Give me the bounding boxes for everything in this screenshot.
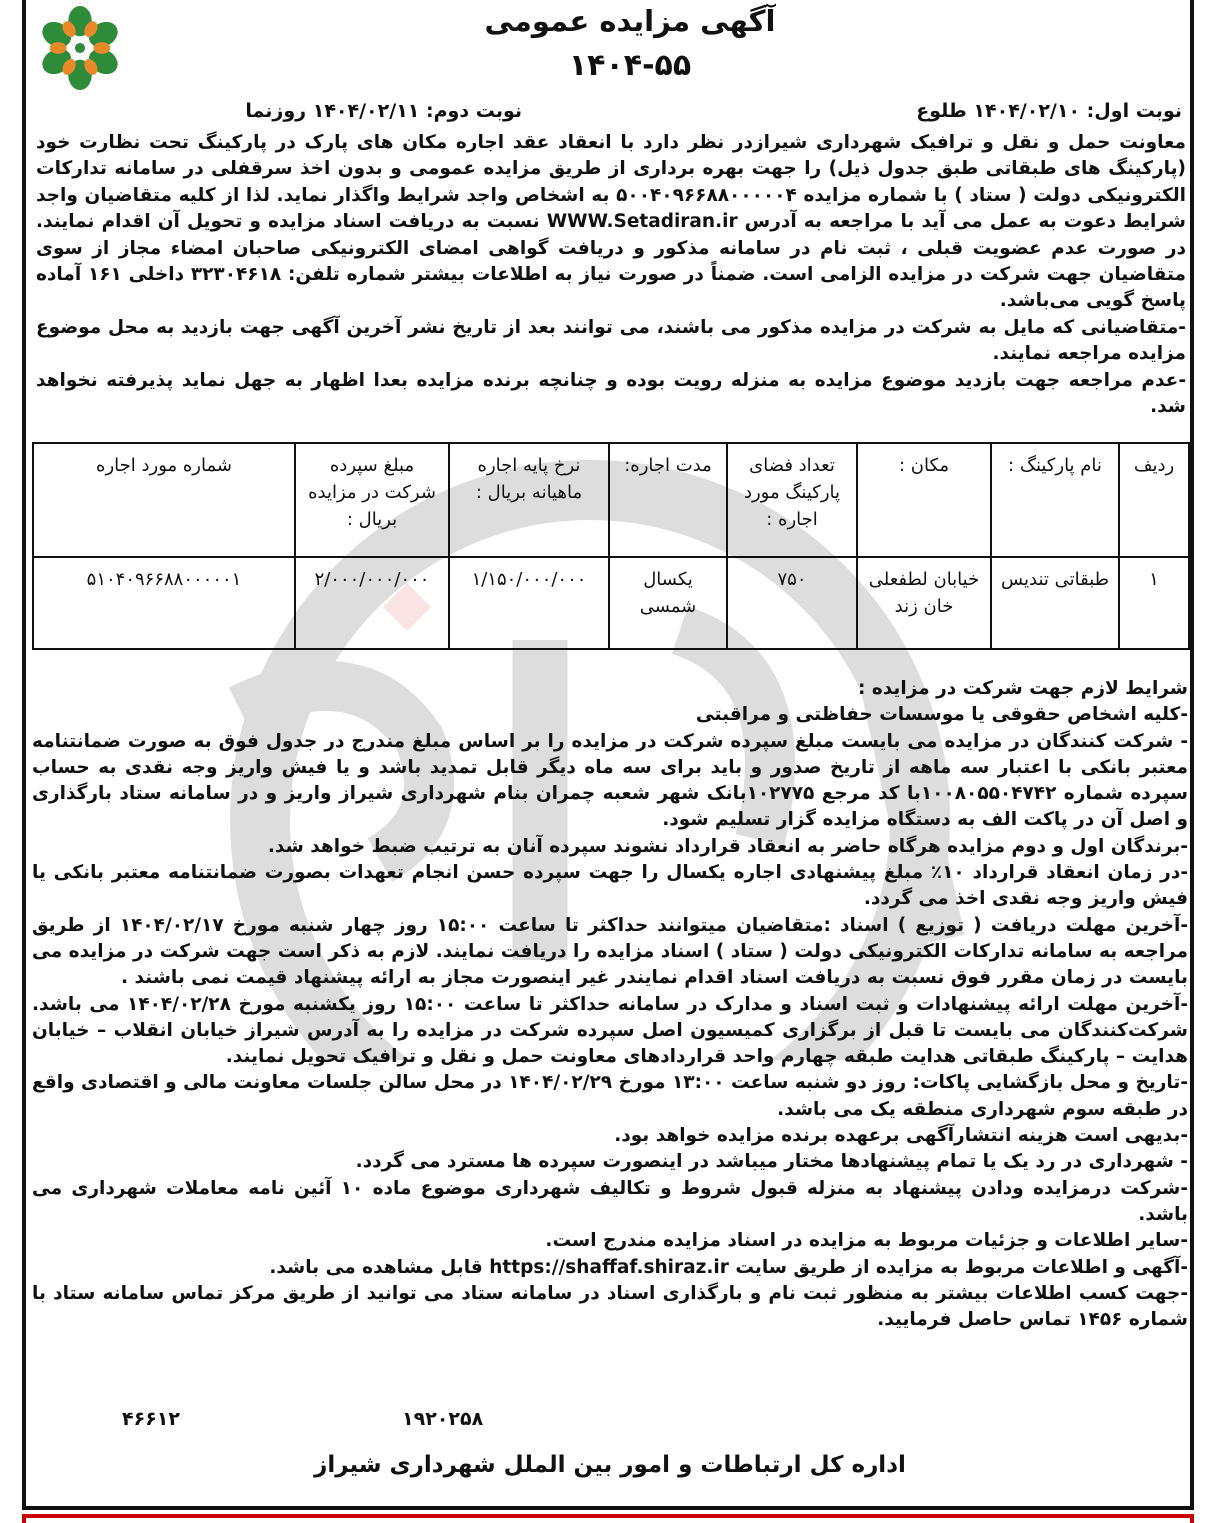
intro-paragraph: -متقاضیانی که مایل به شرکت در مزایده مذکور می باشند، می توانند بعد از تاریخ نشر آخرین آگهی جهت بازدید به محل موضوع مزایده مراجعه نمایند. — [36, 316, 1186, 365]
cell-row-number: ۱ — [1119, 557, 1189, 649]
conditions-text — [32, 676, 1188, 1333]
col-row-number: ردیف — [1119, 443, 1189, 557]
condition-item: -تاریخ و محل بازگشایی پاکات: روز دو شنبه ساعت ۱۳:۰۰ مورخ ۱۴۰۴/۰۲/۲۹ در محل سالن جلسات معاونت مالی و اقتصادی واقع در طبقه سوم شهرداری منطقه یک می باشد. — [32, 1072, 1188, 1120]
intro-paragraph: -عدم مراجعه جهت بازدید موضوع مزایده به منزله رویت بوده و چنانچه برنده مزایده بعدا اظهار به جهل نماید پذیرفته نخواهد شد. — [36, 369, 1186, 418]
col-location: مکان : — [857, 443, 991, 557]
condition-item: - شهرداری در رد یک یا تمام پیشنهادها مختار میباشد در اینصورت سپرده ها مسترد می گردد. — [355, 1151, 1188, 1173]
cell-duration: یکسال شمسی — [609, 557, 727, 649]
ad-number: ۱۴۰۴-۵۵ — [568, 48, 692, 83]
col-duration: مدت اجاره: — [609, 443, 727, 557]
lease-table — [32, 442, 1190, 650]
col-lease-number: شماره مورد اجاره — [33, 443, 295, 557]
col-parking-name: نام پارکینگ : — [991, 443, 1119, 557]
publication-turns — [40, 100, 1182, 132]
condition-item: -سایر اطلاعات و جزئیات مربوط به مزایده در اسناد مزایده مندرج است. — [545, 1230, 1188, 1252]
condition-item: -کلیه اشخاص حقوقی یا موسسات حفاظتی و مراقبتی — [695, 704, 1188, 726]
next-ad-border — [22, 1514, 1194, 1523]
intro-paragraph: معاونت حمل و نقل و ترافیک شهرداری شیرازدر نظر دارد با انعقاد عقد اجاره مکان های پارک در پارکینگ تحت نظارت خود (پارکینگ های طبقاتی طبق جدول ذیل) را جهت بهره برداری از طریق مزایده عمومی و بدون اخذ سرقفلی در سامانه تدارکات الکترونیکی دولت ( ستاد ) با شماره مزایده ۵۰۰۴۰۹۶۶۸۸۰۰۰۰۰۴ به اشخاص واجد شرایط واگذار نماید. لذا از کلیه متقاضیان واجد شرایط دعوت به عمل می آید با مراجعه به آدرس WWW.Setadiran.ir نسبت به دریافت اسناد مزایده و تحویل آن اقدام نمایند. در صورت عدم عضویت قبلی ، ثبت نام در سامانه مذکور و دریافت گواهی امضای الکترونیکی صاحبان امضاء مجاز از سوی متقاضیان جهت شرکت در مزایده الزامی است. ضمناً در صورت نیاز به اطلاعات بیشتر شماره تلفن: ۳۲۳۰۴۶۱۸ داخلی ۱۶۱ آماده پاسخ گویی می‌باشد. — [36, 132, 1187, 312]
condition-item: - شرکت کنندگان در مزایده می بایست مبلغ سپرده شرکت در مزایده را بر اساس مبلغ مندرج در جدول فوق به صورت ضمانتنامه معتبر بانکی با اعتبار سه ماهه از تاریخ صدور و باید برای سه ماه دیگر قابل تمدید باشد و یا فیش واریز وجه نقدی به حساب سپرده شماره ۱۰۰۸۰۵۵۰۴۷۴۲با کد مرجع ۱۰۲۷۷۵بانک شهر شعبه چمران بنام شهرداری شیراز واریز و در سامانه ستاد بارگذاری و اصل آن در پاکت الف به دستگاه مزایده گزار تسلیم شود. — [32, 730, 1189, 831]
table-row — [33, 557, 1189, 649]
issuer-footer: اداره کل ارتباطات و امور بین الملل شهرداری شیراز — [314, 1452, 906, 1478]
condition-item: -آخرین مهلت دریافت ( توزیع ) اسناد :متقاضیان میتوانند حداکثر تا ساعت ۱۵:۰۰ روز چهار شنبه مورخ ۱۴۰۴/۰۲/۱۷ از طریق مراجعه به سامانه تدارکات الکترونیکی دولت ( ستاد ) اسناد مزایده را دریافت نمایند. لازم به ذکر است جهت شرکت در مزایده می بایست در زمان مقرر فوق نسبت به دریافت اسناد اقدام نمایندر غیر اینصورت مجاز به ارائه پیشنهاد قیمت نمی باشند . — [32, 914, 1188, 989]
second-turn: نوبت دوم: ۱۴۰۴/۰۲/۱۱ روزنما — [245, 100, 522, 122]
first-turn: نوبت اول: ۱۴۰۴/۰۲/۱۰ طلوع — [916, 100, 1182, 122]
shiraz-municipality-logo-icon — [38, 6, 122, 90]
intro-text — [36, 130, 1186, 420]
condition-item: -جهت کسب اطلاعات بیشتر به منظور ثبت نام و بارگذاری اسناد در سامانه ستاد می توانید از طریق مرکز تماس سامانه ستاد با شماره ۱۴۵۶ تماس حاصل فرمایید. — [32, 1282, 1188, 1331]
condition-item: -بدیهی است هزینه انتشارآگهی برعهده برنده مزایده خواهد بود. — [614, 1125, 1188, 1147]
cell-location: خیابان لطفعلی خان زند — [857, 557, 991, 649]
col-base-rate: نرخ پایه اجاره ماهیانه بریال : — [449, 443, 609, 557]
condition-item: -در زمان انعقاد قرارداد ۱۰٪ مبلغ پیشنهادی اجاره یکسال را جهت سپرده حسن انجام تعهدات بصورت ضمانتنامه معتبر بانکی یا فیش واریز وجه نقدی اخذ می گردد. — [32, 862, 1188, 910]
condition-item: -آخرین مهلت ارائه پیشنهادات و ثبت اسناد و مدارک در سامانه حداکثر تا ساعت ۱۵:۰۰ روز یکشنبه مورخ ۱۴۰۴/۰۲/۲۸ می باشد. شرکت‌کنندگان می بایست تا قبل از برگزاری کمیسیون اصل سپرده شرکت در مزایده را به آدرس شیراز خیابان انقلاب – خیابان هدایت – پارکینگ طبقاتی هدایت طبقه چهارم واحد قراردادهای معاونت حمل و نقل و ترافیک تحویل نمایند. — [32, 993, 1189, 1068]
conditions-heading: شرایط لازم جهت شرکت در مزایده : — [857, 678, 1188, 699]
col-space-count: تعداد فضای پارکینگ مورد اجاره : — [727, 443, 857, 557]
col-deposit: مبلغ سپرده شرکت در مزایده بریال : — [295, 443, 449, 557]
cell-space-count: ۷۵۰ — [727, 557, 857, 649]
phone-number: ۴۶۶۱۲ — [122, 1408, 180, 1430]
cell-deposit: ۲/۰۰۰/۰۰۰/۰۰۰ — [295, 557, 449, 649]
ad-title: آگهی مزایده عمومی — [484, 4, 776, 38]
condition-item: -آگهی و اطلاعات مربوط به مزایده از طریق سایت https://shaffaf.shiraz.ir قابل مشاهده می باشد. — [269, 1256, 1188, 1278]
cell-base-rate: ۱/۱۵۰/۰۰۰/۰۰۰ — [449, 557, 609, 649]
cell-lease-number: ۵۱۰۴۰۹۶۶۸۸۰۰۰۰۰۱ — [33, 557, 295, 649]
condition-item: -برندگان اول و دوم مزایده هرگاه حاضر به انعقاد قرارداد نشوند سپرده آنان به ترتیب ضبط خواهد شد. — [267, 835, 1188, 857]
condition-item: -شرکت درمزایده ودادن پیشنهاد به منزله قبول شروط و تکالیف شهرداری موضوع ماده ۱۰ آئین نامه معاملات شهرداری می باشد. — [32, 1177, 1188, 1225]
cell-parking-name: طبقاتی تندیس — [991, 557, 1119, 649]
phone-number: ۱۹۲۰۲۵۸ — [402, 1408, 484, 1430]
table-header-row — [33, 443, 1189, 557]
